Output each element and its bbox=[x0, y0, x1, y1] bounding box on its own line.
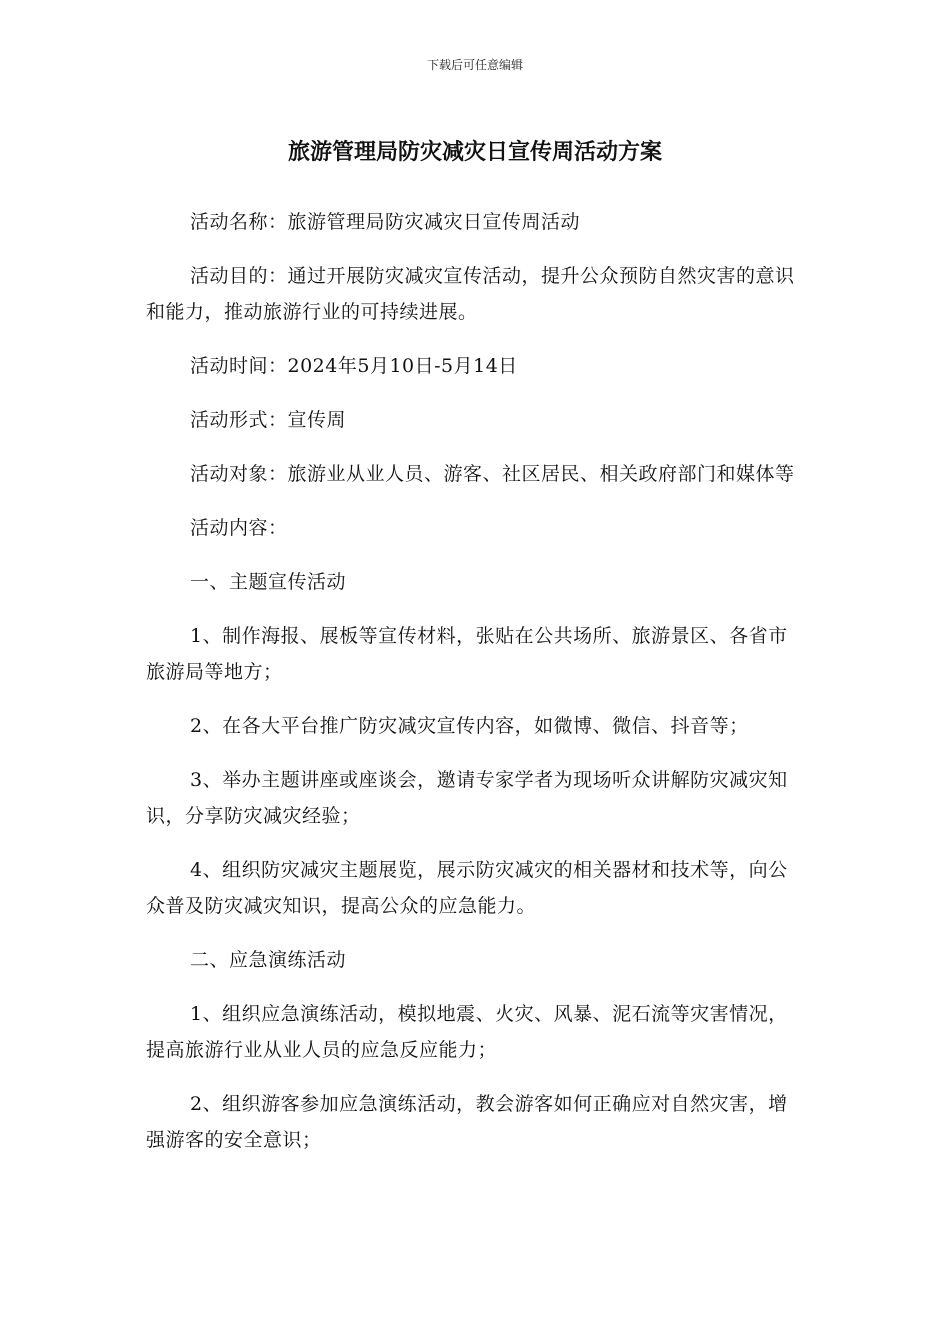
list-item: 3、举办主题讲座或座谈会，邀请专家学者为现场听众讲解防灾减灾知识，分享防灾减灾经验； bbox=[146, 769, 788, 827]
document-body bbox=[146, 204, 806, 1176]
paragraph-activity-purpose: 活动目的：通过开展防灾减灾宣传活动，提升公众预防自然灾害的意识和能力，推动旅游行业的可持续进展。 bbox=[146, 265, 795, 323]
paragraph-activity-name: 活动名称：旅游管理局防灾减灾日宣传周活动 bbox=[190, 211, 581, 233]
list-item: 4、组织防灾减灾主题展览，展示防灾减灾的相关器材和技术等，向公众普及防灾减灾知识，提高公众的应急能力。 bbox=[146, 859, 788, 917]
paragraph-activity-content-heading: 活动内容： bbox=[190, 517, 288, 539]
list-item: 1、制作海报、展板等宣传材料，张贴在公共场所、旅游景区、各省市旅游局等地方； bbox=[146, 625, 788, 683]
section-heading-emergency-drill: 二、应急演练活动 bbox=[190, 949, 347, 971]
document-title: 旅游管理局防灾减灾日宣传周活动方案 bbox=[287, 140, 662, 165]
list-item: 2、在各大平台推广防灾减灾宣传内容，如微博、微信、抖音等； bbox=[190, 715, 749, 737]
list-item: 2、组织游客参加应急演练活动，教会游客如何正确应对自然灾害，增强游客的安全意识； bbox=[146, 1093, 788, 1151]
section-heading-theme-promotion: 一、主题宣传活动 bbox=[190, 571, 347, 593]
paragraph-activity-form: 活动形式：宣传周 bbox=[190, 409, 347, 431]
paragraph-activity-time: 活动时间：2024年5月10日-5月14日 bbox=[190, 355, 518, 377]
list-item: 1、组织应急演练活动，模拟地震、火灾、风暴、泥石流等灾害情况，提高旅游行业从业人员的应急反应能力； bbox=[146, 1003, 788, 1061]
paragraph-activity-audience: 活动对象：旅游业从业人员、游客、社区居民、相关政府部门和媒体等 bbox=[190, 463, 795, 485]
header-note: 下载后可任意编辑 bbox=[426, 58, 523, 72]
